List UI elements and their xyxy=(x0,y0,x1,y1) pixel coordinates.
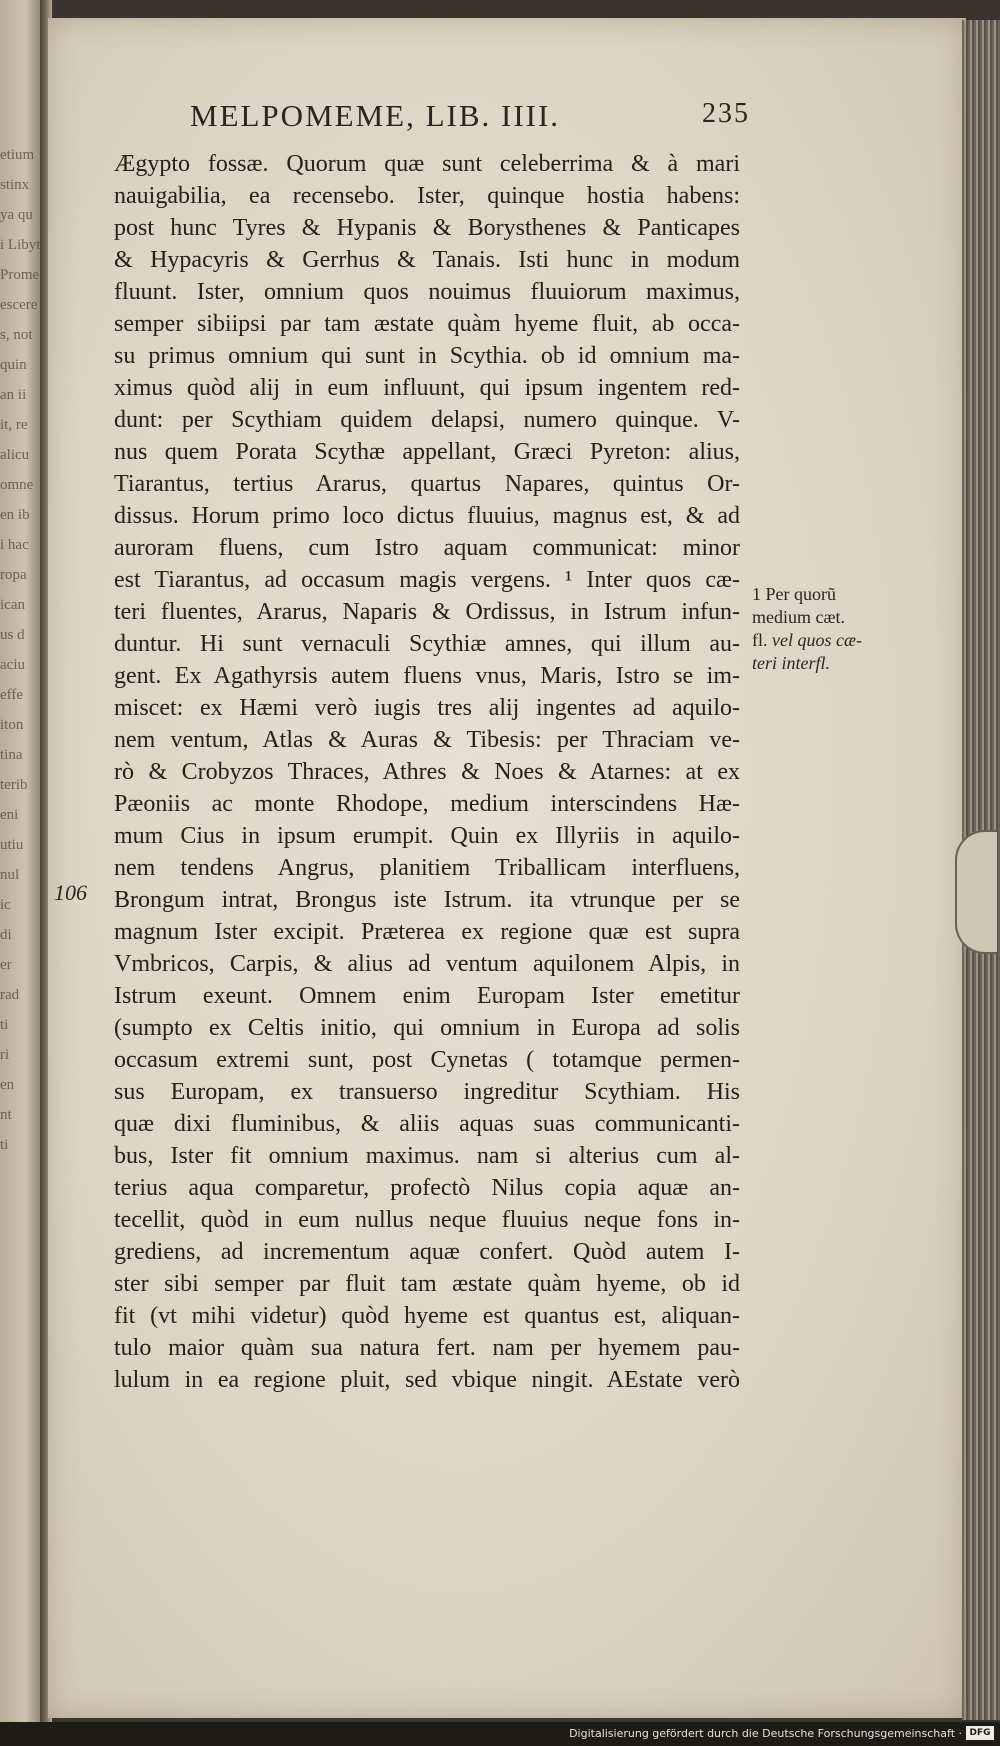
margin-number: 106 xyxy=(54,880,87,905)
body-line: semper sibiipsi par tam æstate quàm hyeme fluit, ab occa- xyxy=(114,311,740,337)
running-title: MELPOMEME, LIB. IIII. xyxy=(190,98,561,133)
left-page-fragment: escere xyxy=(0,297,38,313)
left-page-fragment: ican xyxy=(0,597,25,613)
body-line: bus, Ister fit omnium maximus. nam si alterius cum al- xyxy=(114,1143,740,1169)
margin-note-line-3 xyxy=(752,629,902,652)
body-line: nem ventum, Atlas & Auras & Tibesis: per Thraciam ve- xyxy=(114,727,740,753)
running-header xyxy=(190,98,750,138)
left-page-fragment: eni xyxy=(0,807,19,823)
page-number: 235 xyxy=(702,98,750,129)
left-page-fragment: nul xyxy=(0,867,20,883)
left-page-fragment: rad xyxy=(0,987,20,1003)
left-page-sliver xyxy=(0,0,42,1746)
dfg-logo: DFG xyxy=(966,1726,994,1740)
left-page-fragment: ya qu xyxy=(0,207,33,223)
left-page-fragment: stinx xyxy=(0,177,30,193)
left-page-fragment: terib xyxy=(0,777,28,793)
left-page-fragment: di xyxy=(0,927,12,943)
body-line: rò & Crobyzos Thraces, Athres & Noes & Atarnes: at ex xyxy=(114,759,740,785)
body-line: terius aqua comparetur, profectò Nilus copia aquæ an- xyxy=(114,1175,740,1201)
body-line: quæ dixi fluminibus, & aliis aquas suas communicanti- xyxy=(114,1111,740,1137)
left-page-fragment: en xyxy=(0,1077,15,1093)
body-line: Brongum intrat, Brongus iste Istrum. ita vtrunque per se xyxy=(114,887,740,913)
left-page-fragment: ti xyxy=(0,1137,9,1153)
margin-note-line-3-prefix: fl. xyxy=(752,630,768,650)
left-page-fragment: utiu xyxy=(0,837,24,853)
body-line: grediens, ad incrementum aquæ confert. Quòd autem I- xyxy=(114,1239,740,1265)
body-line: fluunt. Ister, omnium quos nouimus fluuiorum maximus, xyxy=(114,279,740,305)
body-line: nauigabilia, ea recensebo. Ister, quinque hostia habens: xyxy=(114,183,740,209)
body-line: occasum extremi sunt, post Cynetas ( totamque permen- xyxy=(114,1047,740,1073)
body-line: Tiarantus, tertius Ararus, quartus Napares, quintus Or- xyxy=(114,471,740,497)
margin-note-line-1: 1 Per quorũ xyxy=(752,584,836,604)
left-page-fragment: i hac xyxy=(0,537,29,553)
left-page-fragment: aciu xyxy=(0,657,25,673)
body-line: duntur. Hi sunt vernaculi Scythiæ amnes, qui illum au- xyxy=(114,631,740,657)
left-page-fragment: ti xyxy=(0,1017,9,1033)
left-page-fragment: er xyxy=(0,957,12,973)
body-line: ximus quòd alij in eum influunt, qui ipsum ingentem red- xyxy=(114,375,740,401)
margin-note-line-4: teri interfl. xyxy=(752,653,830,673)
body-line: ster sibi semper par fluit tam æstate quàm hyeme, ob id xyxy=(114,1271,740,1297)
left-page-fragment: Prome xyxy=(0,267,40,283)
body-line: Vmbricos, Carpis, & alius ad ventum aquilonem Alpis, in xyxy=(114,951,740,977)
left-page-fragment: ri xyxy=(0,1047,10,1063)
left-page-fragment: etium xyxy=(0,147,35,163)
left-page-text xyxy=(0,140,40,1160)
left-page-fragment: nt xyxy=(0,1107,12,1123)
body-line: fit (vt mihi videtur) quòd hyeme est quantus est, aliquan- xyxy=(114,1303,740,1329)
body-line: est Tiarantus, ad occasum magis vergens. ¹ Inter quos cæ- xyxy=(114,567,740,593)
margin-note xyxy=(752,583,902,675)
left-page-fragment: en ib xyxy=(0,507,30,523)
left-page-fragment: ropa xyxy=(0,567,27,583)
left-page-fragment: i Libyt xyxy=(0,237,40,253)
body-line: Pæoniis ac monte Rhodope, medium interscindens Hæ- xyxy=(114,791,740,817)
page-tab xyxy=(955,830,997,954)
margin-note-line-2: medium cæt. xyxy=(752,607,845,627)
body-line: lulum in ea regione pluit, sed vbique ningit. AEstate verò xyxy=(114,1367,740,1393)
body-line: teri fluentes, Ararus, Naparis & Ordissus, in Istrum infun- xyxy=(114,599,740,625)
footer-credit: Digitalisierung gefördert durch die Deutsche Forschungsgemeinschaft · xyxy=(569,1727,962,1740)
body-line: Ægypto fossæ. Quorum quæ sunt celeberrima & à mari xyxy=(114,151,740,177)
body-line: dunt: per Scythiam quidem delapsi, numero quinque. V- xyxy=(114,407,740,433)
left-page-fragment: effe xyxy=(0,687,24,703)
margin-note-line-3-italic: vel quos cæ- xyxy=(772,630,862,650)
body-line: magnum Ister excipit. Præterea ex regione quæ est supra xyxy=(114,919,740,945)
body-line: mum Cius in ipsum erumpit. Quin ex Illyriis in aquilo- xyxy=(114,823,740,849)
body-line: dissus. Horum primo loco dictus fluuius, magnus est, & ad xyxy=(114,503,740,529)
body-line: auroram fluens, cum Istro aquam communicat: minor xyxy=(114,535,740,561)
body-line: Istrum exeunt. Omnem enim Europam Ister emetitur xyxy=(114,983,740,1009)
left-page-fragment: quin xyxy=(0,357,27,373)
body-line: & Hypacyris & Gerrhus & Tanais. Isti hunc in modum xyxy=(114,247,740,273)
body-line: (sumpto ex Celtis initio, qui omnium in Europa ad solis xyxy=(114,1015,740,1041)
left-page-fragment: iton xyxy=(0,717,24,733)
left-page-fragment: us d xyxy=(0,627,25,643)
body-line: tecellit, quòd in eum nullus neque fluuius neque fons in- xyxy=(114,1207,740,1233)
left-page-fragment: alicu xyxy=(0,447,30,463)
left-page-fragment: tina xyxy=(0,747,23,763)
body-line: gent. Ex Agathyrsis autem fluens vnus, Maris, Istro se im- xyxy=(114,663,740,689)
body-text xyxy=(114,148,740,1396)
body-line: nus quem Porata Scythæ appellant, Græci Pyreton: alius, xyxy=(114,439,740,465)
body-line: post hunc Tyres & Hypanis & Borysthenes & Panticapes xyxy=(114,215,740,241)
left-page-fragment: s, not xyxy=(0,327,33,343)
left-page-fragment: an ii xyxy=(0,387,27,403)
left-page-fragment: ic xyxy=(0,897,11,913)
left-page-fragment: omne xyxy=(0,477,34,493)
body-line: su primus omnium qui sunt in Scythia. ob id omnium ma- xyxy=(114,343,740,369)
body-line: nem tendens Angrus, planitiem Triballicam interfluens, xyxy=(114,855,740,881)
body-line: tulo maior quàm sua natura fert. nam per hyemem pau- xyxy=(114,1335,740,1361)
body-line: miscet: ex Hæmi verò iugis tres alij ingentes ad aquilo- xyxy=(114,695,740,721)
left-page-fragment: it, re xyxy=(0,417,28,433)
body-line: sus Europam, ex transuerso ingreditur Scythiam. His xyxy=(114,1079,740,1105)
